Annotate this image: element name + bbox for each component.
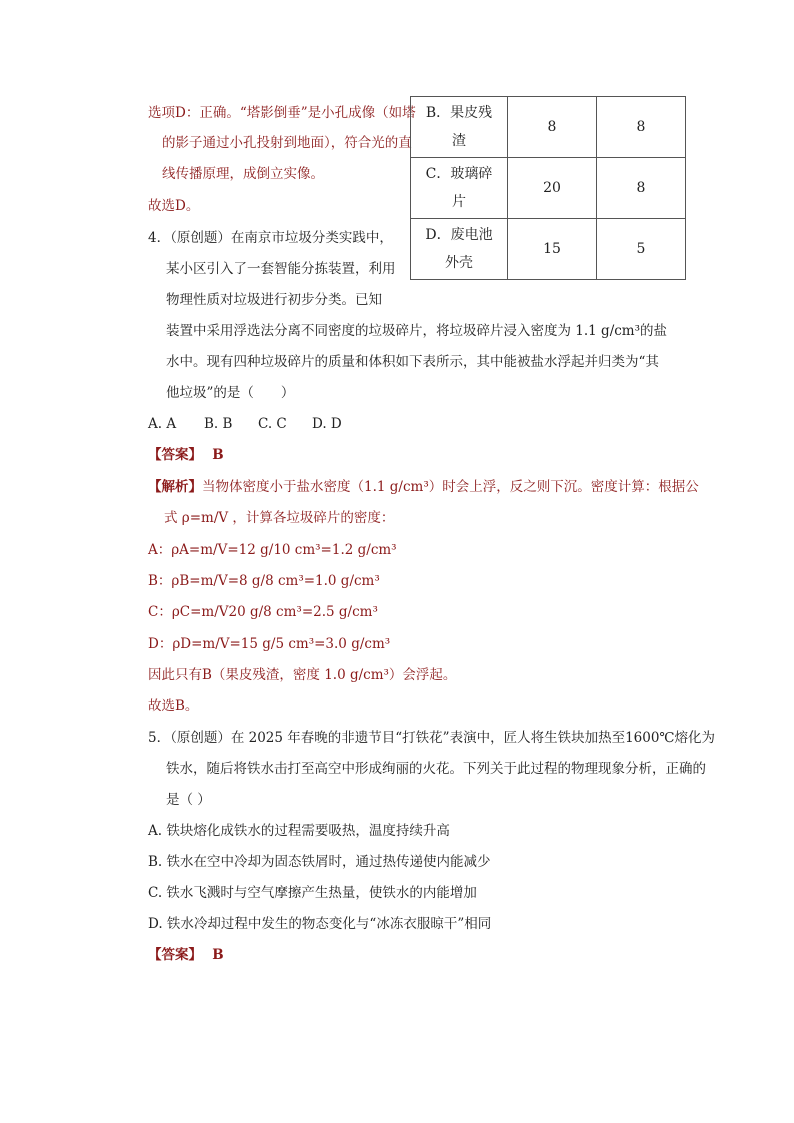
answer-tag: 【答案】 <box>148 947 202 963</box>
prev-analysis-line-2: 的影子通过小孔投射到地面），符合光的直 <box>162 135 412 151</box>
q4-stem-line-4: 装置中采用浮选法分离不同密度的垃圾碎片，将垃圾碎片浸入密度为 1.1 g/cm³的盐 <box>166 323 668 339</box>
q4-calc-b: B：ρB=m/V=8 g/8 cm³=1.0 g/cm³ <box>148 573 380 589</box>
q4-calc-c: C：ρC=m/V20 g/8 cm³=2.5 g/cm³ <box>148 604 378 620</box>
table-row <box>411 97 686 158</box>
q5-option-b: B. 铁水在空中冷却为固态铁屑时，通过热传递使内能减少 <box>148 854 491 870</box>
q5-stem-line-2: 铁水，随后将铁水击打至高空中形成绚丽的火花。下列关于此过程的物理现象分析，正确的 <box>166 761 706 777</box>
q4-stem-line-2: 某小区引入了一套智能分拣装置，利用 <box>166 261 396 277</box>
q5-answer <box>148 945 224 965</box>
q4-calc-d: D：ρD=m/V=15 g/5 cm³=3.0 g/cm³ <box>148 636 391 652</box>
prev-final-answer: 故选D。 <box>148 198 200 214</box>
table-cell-volume: 8 <box>597 97 686 158</box>
answer-value: B <box>212 447 224 463</box>
answer-value: B <box>212 947 224 963</box>
table-row <box>411 219 686 280</box>
q4-conclusion: 因此只有B（果皮残渣，密度 1.0 g/cm³）会浮起。 <box>148 667 457 683</box>
q5-stem-line-1: 5．（原创题）在 2025 年春晚的非遗节目“打铁花”表演中，匠人将生铁块加热至1600℃熔化为 <box>148 730 716 746</box>
q4-stem-line-1: 4．（原创题）在南京市垃圾分类实践中， <box>148 230 393 246</box>
q4-stem-line-5: 水中。现有四种垃圾碎片的质量和体积如下表所示，其中能被盐水浮起并归类为“其 <box>166 354 659 370</box>
prev-analysis-line-3: 线传播原理，成倒立实像。 <box>162 166 324 182</box>
analysis-text: 当物体密度小于盐水密度（1.1 g/cm³）时会上浮，反之则下沉。密度计算：根据公 <box>202 479 699 495</box>
table-cell-volume: 5 <box>597 219 686 280</box>
q4-analysis-line-2: 式 ρ=m/V ，计算各垃圾碎片的密度： <box>164 510 395 526</box>
q5-option-a: A. 铁块熔化成铁水的过程需要吸热，温度持续升高 <box>148 823 450 839</box>
analysis-tag: 【解析】 <box>148 479 202 495</box>
answer-tag: 【答案】 <box>148 447 202 463</box>
table-cell-name: C．玻璃碎 片 <box>411 158 508 219</box>
table-cell-mass: 20 <box>508 158 597 219</box>
q4-option-c: C. C <box>258 416 287 432</box>
q4-option-b: B. B <box>204 416 233 432</box>
table-cell-mass: 8 <box>508 97 597 158</box>
q4-analysis-line-1 <box>148 477 699 497</box>
q5-stem-line-3: 是（ ） <box>166 792 211 808</box>
q4-option-d: D. D <box>312 416 342 432</box>
table-cell-volume: 8 <box>597 158 686 219</box>
table-cell-mass: 15 <box>508 219 597 280</box>
table-row <box>411 158 686 219</box>
q5-option-c: C. 铁水飞溅时与空气摩擦产生热量，使铁水的内能增加 <box>148 885 477 901</box>
q4-final-answer: 故选B。 <box>148 698 199 714</box>
q4-answer <box>148 445 224 465</box>
q4-option-a: A. A <box>148 416 177 432</box>
q4-stem-line-3: 物理性质对垃圾进行初步分类。已知 <box>166 292 382 308</box>
prev-analysis-line-1: 选项D：正确。“塔影倒垂”是小孔成像（如塔 <box>148 105 416 121</box>
q4-calc-a: A：ρA=m/V=12 g/10 cm³=1.2 g/cm³ <box>148 542 397 558</box>
table-cell-name: B．果皮残 渣 <box>411 97 508 158</box>
q4-stem-line-6: 他垃圾”的是（ ） <box>166 385 295 401</box>
q5-option-d: D. 铁水冷却过程中发生的物态变化与“冰冻衣服晾干”相同 <box>148 916 492 932</box>
table-cell-name: D．废电池 外壳 <box>411 219 508 280</box>
q4-data-table <box>410 96 686 280</box>
